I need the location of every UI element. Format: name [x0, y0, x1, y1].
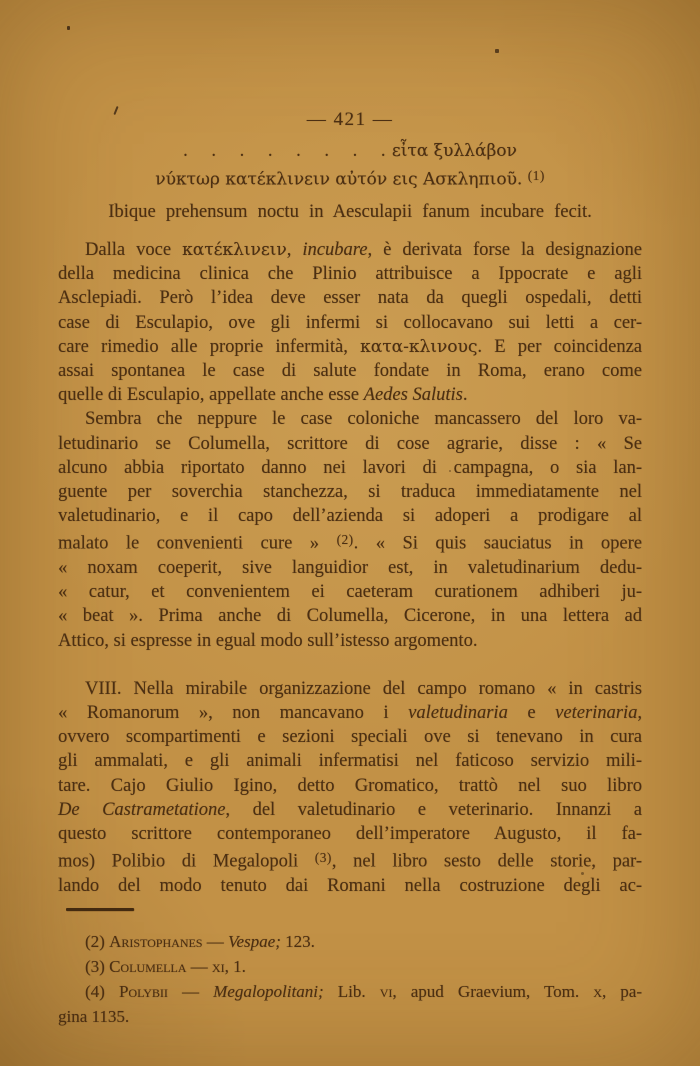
text-segment: assai spontanea le case di salute fondate in Roma, erano come — [58, 361, 642, 382]
text-segment: « beat ». Prima anche di Columella, Cicerone, in una lettera ad — [58, 606, 642, 627]
text-segment: Polybii — [118, 982, 168, 1001]
latin-quotation: Ibique prehensum noctu in Aesculapii fanum incubare fecit. — [108, 201, 592, 222]
text-line — [58, 1004, 642, 1029]
text-segment: ovvero scompartimenti e sezioni speciali ove si tenevano in cura — [58, 727, 642, 748]
text-line — [58, 774, 642, 798]
paragraph-2 — [58, 407, 642, 652]
text-line — [58, 528, 642, 555]
text-segment: e — [507, 702, 556, 723]
text-segment: . . . . . . . . — [183, 141, 387, 161]
text-segment: care rimedio alle proprie infermità, — [58, 336, 361, 357]
text-segment: Sembra che neppure le case coloniche mancassero del loro va- — [85, 409, 642, 430]
text-segment: vi — [379, 982, 393, 1001]
text-segment: gli ammalati, e gli animali infermatisi nel faticoso servizio mili- — [58, 751, 642, 772]
text-segment: εἶτα ξυλλάβον — [386, 141, 517, 161]
text-line — [58, 139, 642, 164]
text-segment: Vespae; — [227, 932, 281, 951]
text-segment: , nel libro sesto delle storie, par- — [331, 851, 642, 872]
text-segment: Megalopolitani; — [213, 982, 324, 1001]
text-segment: lando del modo tenuto dai Romani nella costruzione degli ac- — [58, 875, 642, 896]
text-segment: quelle di Esculapio, appellate anche esse — [58, 385, 364, 406]
text-segment: questo scrittore contemporaneo dell’imperatore Augusto, il fa- — [58, 823, 642, 844]
text-segment: . E per coincidenza — [477, 336, 642, 357]
text-line — [58, 954, 642, 979]
text-segment: valetudinario, e il capo dell’azienda si adoperi a prodigare al — [58, 506, 642, 527]
text-segment: mos) Polibio di Megalopoli — [58, 851, 315, 872]
text-segment: guente per soverchia stanchezza, si traduca immediatamente nel — [58, 482, 642, 503]
text-segment: κατα-κλινους — [360, 336, 478, 357]
text-line — [58, 929, 642, 954]
text-segment: alcuno abbia riportato danno nei lavori di campagna, o sia lan- — [58, 457, 642, 478]
text-segment: incubare — [302, 240, 368, 260]
text-segment: Attico, si espresse in egual modo sull’istesso argomento. — [58, 630, 478, 651]
text-segment: (3) — [85, 957, 110, 976]
text-segment: — — [202, 932, 228, 951]
text-segment: Aristophanes — [109, 932, 203, 951]
text-segment: (1) — [527, 167, 545, 183]
text-segment: , è derivata forse la designazione — [367, 240, 642, 260]
text-segment: « catur, et convenientem ei caeteram curationem adhiberi ju- — [58, 582, 642, 603]
text-line — [58, 262, 642, 286]
text-line — [58, 798, 642, 822]
text-segment: valetudinaria — [408, 702, 508, 723]
text-line — [58, 480, 642, 504]
text-segment: tare. Cajo Giulio Igino, detto Gromatico, trattò nel suo libro — [58, 775, 642, 796]
text-line — [58, 504, 642, 528]
text-segment: , pa- — [601, 982, 643, 1001]
footnote-separator — [66, 908, 134, 911]
text-line — [58, 238, 642, 262]
text-segment: (2) — [336, 532, 354, 548]
text-segment: Columella — [109, 957, 187, 976]
text-line — [58, 286, 642, 310]
text-segment: gina 1135. — [58, 1007, 130, 1026]
text-line — [58, 556, 642, 580]
text-segment: (2) — [85, 932, 110, 951]
text-line — [58, 456, 642, 480]
text-segment: Aedes Salutis — [363, 385, 463, 406]
text-segment: , — [286, 240, 303, 260]
text-line — [58, 874, 642, 898]
text-segment: κατέκλινειν — [182, 240, 287, 260]
text-segment: . — [462, 385, 468, 406]
text-line — [58, 335, 642, 359]
text-segment: , 1. — [224, 957, 246, 976]
footnotes — [58, 929, 642, 1029]
text-segment: 123. — [280, 932, 315, 951]
scan-speck — [495, 49, 499, 53]
text-segment: νύκτωρ κατέκλινειν αὐτόν εις Ασκληπιοῦ. — [155, 168, 528, 189]
text-segment: — — [167, 982, 214, 1001]
text-line — [58, 629, 642, 653]
text-segment: VIII. Nella mirabile organizzazione del campo romano « in castris — [85, 678, 642, 699]
text-line — [58, 725, 642, 749]
greek-quotation — [58, 139, 642, 191]
text-line — [58, 359, 642, 383]
text-segment: (3) — [314, 850, 332, 866]
text-segment: — — [186, 957, 212, 976]
text-segment: Asclepiadi. Però l’idea deve esser nata da quegli ospedali, detti — [58, 288, 642, 309]
text-segment: Lib. — [323, 982, 380, 1001]
text-line — [58, 407, 642, 431]
text-segment: malato le convenienti cure » — [58, 533, 337, 554]
text-segment: Dalla voce — [85, 240, 183, 260]
text-line — [58, 701, 642, 725]
text-line — [58, 580, 642, 604]
text-segment: « noxam coeperit, sive languidior est, in valetudinarium dedu- — [58, 557, 642, 578]
text-line — [58, 822, 642, 846]
text-segment: , — [637, 702, 642, 723]
scan-speck — [67, 26, 70, 30]
text-line — [58, 311, 642, 335]
text-line — [58, 164, 642, 192]
paragraph-3 — [58, 677, 642, 898]
text-segment: x — [593, 982, 602, 1001]
text-segment: xi — [211, 957, 225, 976]
text-segment: (4) — [85, 982, 119, 1001]
text-line — [58, 677, 642, 701]
text-segment: veterinaria — [555, 702, 638, 723]
text-segment: della medicina clinica che Plinio attribuisce a Ippocrate e agli — [58, 264, 642, 285]
text-line — [58, 749, 642, 773]
page-number: — 421 — — [306, 109, 394, 130]
text-segment: , del valetudinario e veterinario. Innanzi a — [225, 799, 642, 820]
text-segment: letudinario se Columella, scrittore di cose agrarie, disse : « Se — [58, 433, 642, 454]
text-segment: . « Si quis sauciatus in opere — [353, 533, 642, 554]
text-line — [58, 432, 642, 456]
text-line — [58, 604, 642, 628]
text-line — [58, 383, 642, 407]
text-line — [58, 846, 642, 873]
text-segment: case di Esculapio, ove gli infermi si collocavano sui letti a cer- — [58, 312, 642, 333]
text-line — [58, 979, 642, 1004]
text-segment: , apud Graevium, Tom. — [392, 982, 594, 1001]
paragraph-1 — [58, 238, 642, 407]
text-segment: « Romanorum », non mancavano i — [58, 702, 409, 723]
text-segment: De Castrametatione — [58, 799, 226, 820]
body-text — [58, 238, 642, 898]
